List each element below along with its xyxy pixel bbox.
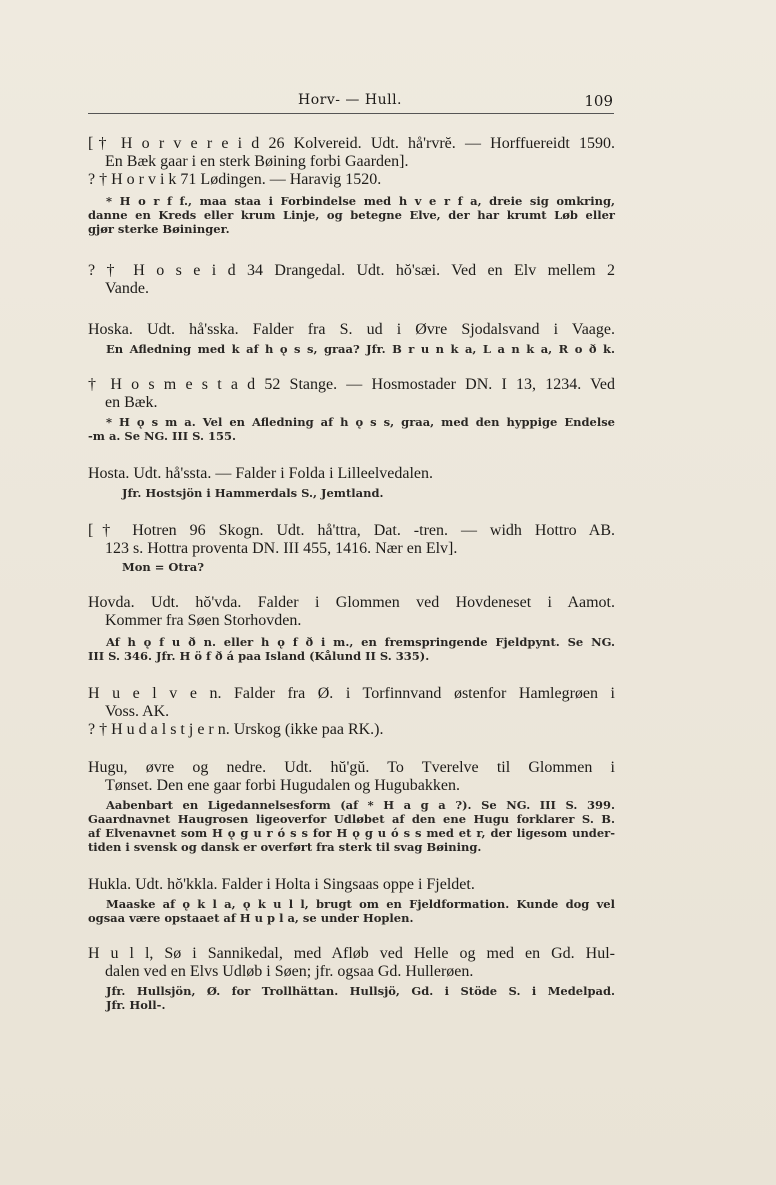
entry-huelven <box>88 685 615 739</box>
entry-note: Aabenbart en Ligedannelsesform (af * H a g a ?). Se NG. III S. 399. <box>106 798 615 812</box>
entry-line: en Bæk. <box>105 394 158 411</box>
entry-line: En Bæk gaar i en sterk Bøining forbi Gaarden]. <box>105 153 409 170</box>
entry-line: H u l l, Sø i Sannikedal, med Afløb ved Helle og med en Gd. Hul- <box>88 945 615 962</box>
entry-line: Hugu, øvre og nedre. Udt. hŭ'gŭ. To Tverelve til Glommen i <box>88 759 615 776</box>
entry-hotren <box>88 522 615 574</box>
entry-note: En Afledning med k af h ǫ s s, graa? Jfr. B r u n k a, L a n k a, R o ð k. <box>106 342 615 356</box>
entry-note: Mon = Otra? <box>122 560 204 574</box>
entry-note: III S. 346. Jfr. H ö f ð á paa Island (Kålund II S. 335). <box>88 649 430 663</box>
entry-line: Tønset. Den ene gaar forbi Hugudalen og Hugubakken. <box>105 777 460 794</box>
entry-line: Hoska. Udt. hå'sska. Falder fra S. ud i Øvre Sjodalsvand i Vaage. <box>88 321 615 338</box>
entry-hovda <box>88 594 615 663</box>
entry-line: [† Hotren 96 Skogn. Udt. hå'ttra, Dat. -tren. — widh Hottro AB. <box>88 522 615 539</box>
entry-line: Kommer fra Søen Storhovden. <box>105 612 302 629</box>
entry-line: Vande. <box>105 280 149 297</box>
entry-note: Af h ǫ f u ð n. eller h ǫ f ð i m., en fremspringende Fjeldpynt. Se NG. <box>106 635 615 649</box>
dictionary-body <box>88 128 615 1012</box>
running-title: Horv- — Hull. <box>298 92 403 108</box>
entry-line: ? † H u d a l s t j e r n. Urskog (ikke paa RK.). <box>88 721 384 738</box>
page-header <box>88 92 613 112</box>
entry-note: danne en Kreds eller krum Linje, og betegne Elve, der har krumt Løb eller <box>88 208 615 222</box>
entry-note: Jfr. Holl-. <box>106 998 166 1012</box>
entry-hugu <box>88 759 615 854</box>
entry-note: Maaske af ǫ k l a, ǫ k u l l, brugt om en Fjeldformation. Kunde dog vel <box>106 897 615 911</box>
entry-line: ? † H o s e i d 34 Drangedal. Udt. hŏ'sæi. Ved en Elv mellem 2 <box>88 262 615 279</box>
entry-note: ogsaa være opstaaet af H u p l a, se under Hoplen. <box>88 911 414 925</box>
entry-line: [† H o r v e r e i d 26 Kolvereid. Udt. hå'rvrĕ. — Horffuereidt 1590. <box>88 135 615 152</box>
entry-hukla <box>88 876 615 925</box>
entry-note: -m a. Se NG. III S. 155. <box>88 429 237 443</box>
entry-hoseid <box>88 262 615 298</box>
entry-line: Hosta. Udt. hå'ssta. — Falder i Folda i Lilleelvedalen. <box>88 465 434 482</box>
entry-line: 123 s. Hottra proventa DN. III 455, 1416. Nær en Elv]. <box>105 540 458 557</box>
entry-line: † H o s m e s t a d 52 Stange. — Hosmostader DN. I 13, 1234. Ved <box>88 376 615 393</box>
entry-line: Hovda. Udt. hŏ'vda. Falder i Glommen ved Hovdeneset i Aamot. <box>88 594 615 611</box>
entry-note: gjør sterke Bøininger. <box>88 222 230 236</box>
entry-line: ? † H o r v i k 71 Lødingen. — Haravig 1520. <box>88 171 382 188</box>
page-number: 109 <box>584 92 613 110</box>
header-rule <box>88 113 614 114</box>
entry-hosmestad <box>88 376 615 443</box>
entry-line: H u e l v e n. Falder fra Ø. i Torfinnvand østenfor Hamlegrøen i <box>88 685 615 702</box>
entry-note: Gaardnavnet Haugrosen ligeoverfor Udløbet af den ene Hugu forklarer S. B. <box>88 812 615 826</box>
entry-hosta <box>88 465 615 500</box>
entry-note: Jfr. Hullsjön, Ø. for Trollhättan. Hullsjö, Gd. i Stöde S. i Medelpad. <box>106 984 615 998</box>
entry-line: Voss. AK. <box>105 703 170 720</box>
entry-line: Hukla. Udt. hŏ'kkla. Falder i Holta i Singsaas oppe i Fjeldet. <box>88 876 475 893</box>
entry-note: tiden i svensk og dansk er overført fra sterk til svag Bøining. <box>88 840 482 854</box>
entry-note: Jfr. Hostsjön i Hammerdals S., Jemtland. <box>122 486 384 500</box>
entry-note: af Elvenavnet som H ǫ g u r ó s s for H ǫ g u ó s s med et r, der ligesom under- <box>88 826 615 840</box>
entry-hoska <box>88 321 615 356</box>
entry-hull <box>88 945 615 1012</box>
entry-note: * H o r f f., maa staa i Forbindelse med h v e r f a, dreie sig omkring, <box>106 194 615 208</box>
entry-horvereid <box>88 135 615 236</box>
entry-line: dalen ved en Elvs Udløb i Søen; jfr. ogsaa Gd. Hullerøen. <box>105 963 474 980</box>
entry-note: * H ǫ s m a. Vel en Afledning af h ǫ s s, graa, med den hyppige Endelse <box>106 415 615 429</box>
